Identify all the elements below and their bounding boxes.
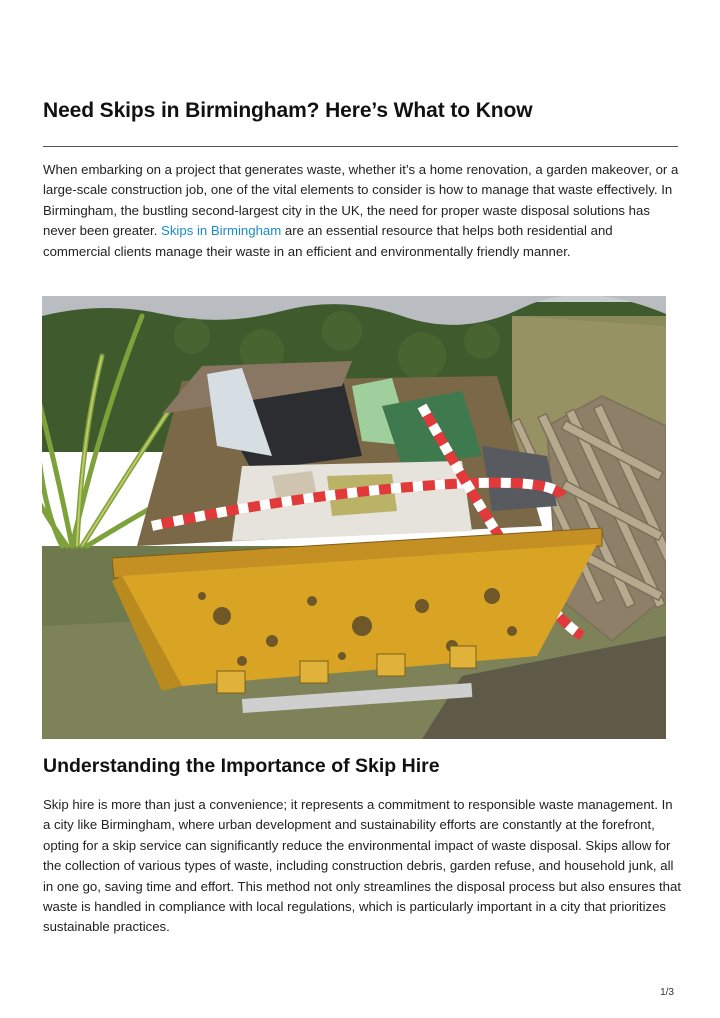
section-paragraph: Skip hire is more than just a convenience; it represents a commitment to responsible waste management. In a city like Birmingham, where urban development and sustainability efforts are constantly at the forefront, opting for a skip service can significantly reduce the environmental impact of waste disposal. Skips allow for the collection of various types of waste, including construction debris, garden refuse, and household junk, all in one go, saving time and effort. This method not only streamlines the disposal process but also ensures that waste is handled in compliance with local regulations, which is particularly important in a city that prioritizes sustainable practices. [43, 797, 682, 935]
section-heading: Understanding the Importance of Skip Hire [43, 755, 440, 777]
article-title: Need Skips in Birmingham? Here’s What to Know [43, 99, 533, 122]
skip-photo [42, 296, 666, 739]
skips-birmingham-link[interactable]: Skips in Birmingham [161, 223, 282, 239]
intro-text-after-link: are an essential resource that helps both residential and commercial clients manage their waste in an efficient and environmentally friendly manner. [43, 223, 613, 259]
intro-text-before-link: When embarking on a project that generates waste, whether it’s a home renovation, a garden makeover, or a large-scale construction job, one of the vital elements to consider is how to manage that waste effectively. In Birmingham, the bustling second-largest city in the UK, the need for proper waste disposal solutions has never been greater. [43, 162, 679, 239]
intro-paragraph [43, 160, 683, 262]
page-number: 1/3 [660, 987, 674, 998]
title-divider [43, 146, 678, 147]
